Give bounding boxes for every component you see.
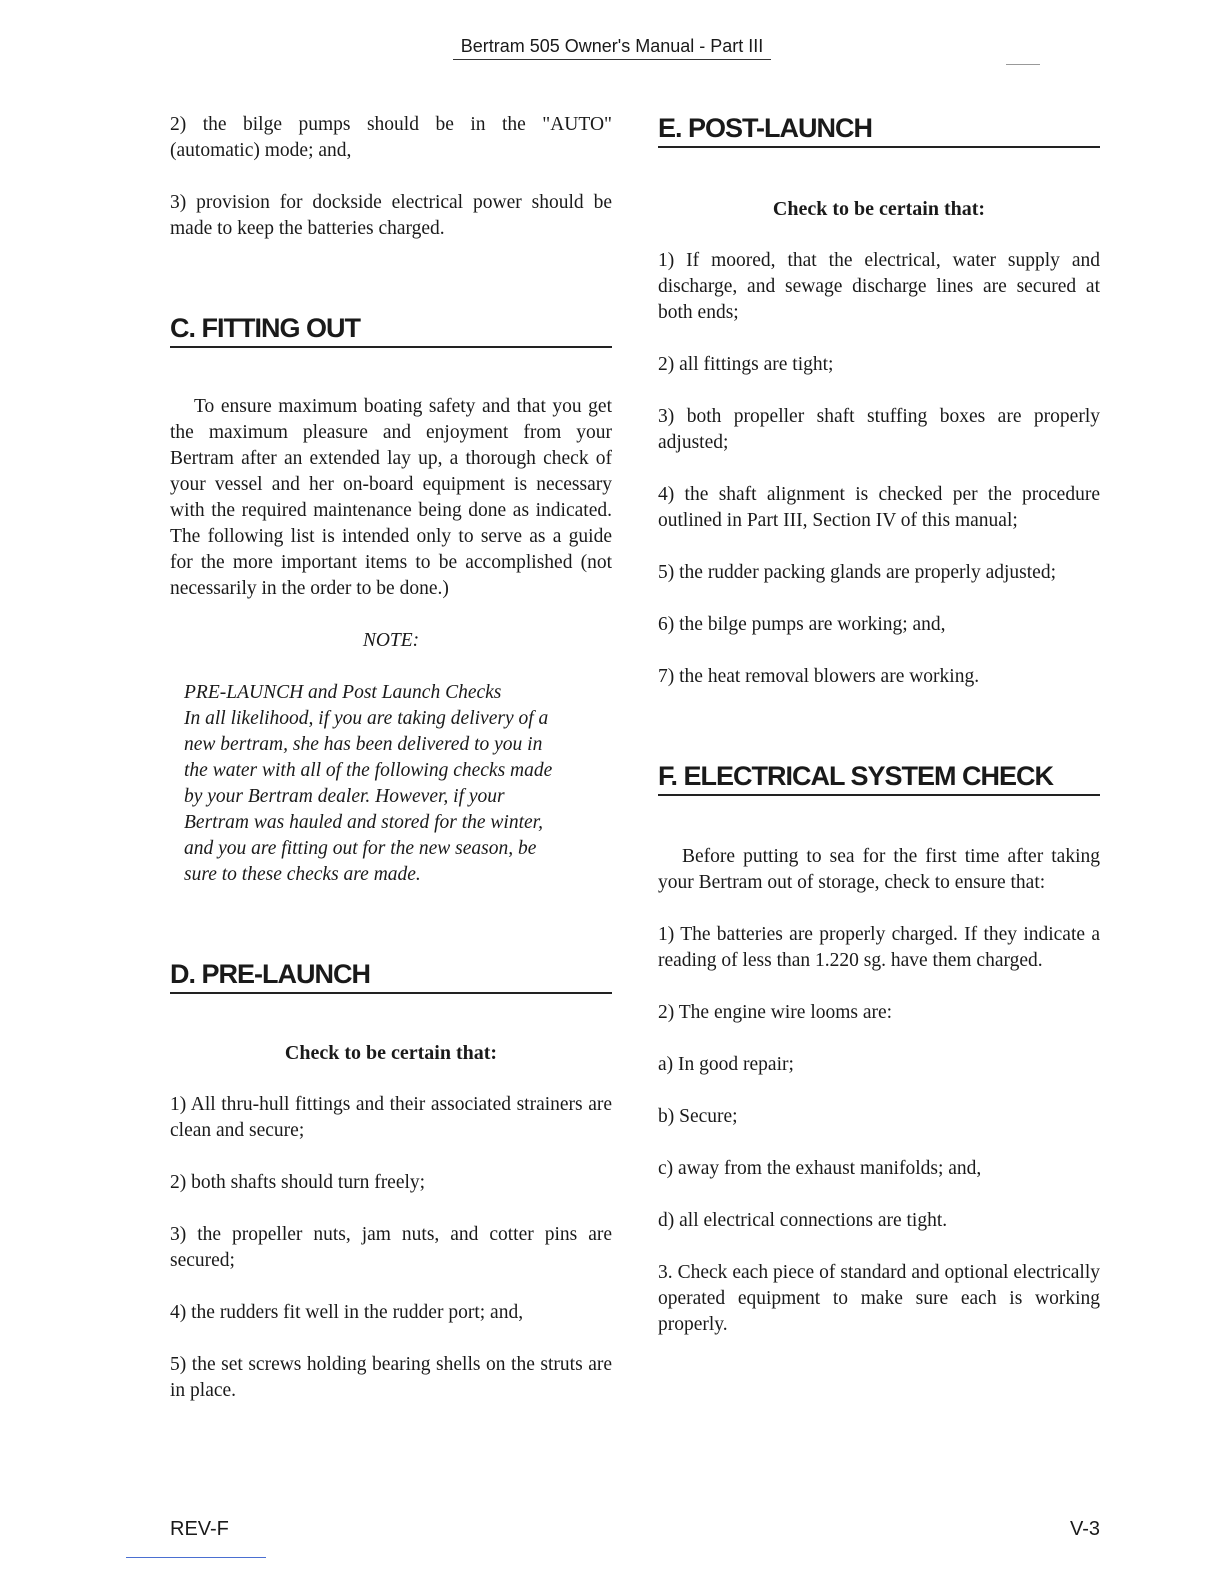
scan-mark <box>1006 64 1040 65</box>
scan-underline <box>126 1557 266 1558</box>
list-item: 3) the propeller nuts, jam nuts, and cotter pins are secured; <box>170 1224 612 1271</box>
note-line: by your Bertram dealer. However, if your <box>184 786 505 807</box>
list-item: 5) the rudder packing glands are properly adjusted; <box>658 562 1056 583</box>
right-column <box>658 112 1100 1338</box>
list-item: 2) both shafts should turn freely; <box>170 1172 426 1193</box>
section-f-intro: Before putting to sea for the first time after taking your Bertram out of storage, check to ensure that: <box>658 846 1100 893</box>
footer-page-number: V-3 <box>1069 1518 1100 1540</box>
footer-revision: REV-F <box>170 1518 229 1540</box>
list-item: 2) The engine wire looms are: <box>658 1002 893 1023</box>
list-item: d) all electrical connections are tight. <box>658 1210 948 1231</box>
list-item: 7) the heat removal blowers are working. <box>658 666 980 687</box>
list-item: 3. Check each piece of standard and optional electrically operated equipment to make sure each is working properly. <box>658 1262 1100 1335</box>
note-block <box>170 680 612 888</box>
list-item: 1) If moored, that the electrical, water supply and discharge, and sewage discharge lines are secured at both ends; <box>658 250 1100 323</box>
list-item: b) Secure; <box>658 1106 738 1127</box>
list-item: c) away from the exhaust manifolds; and, <box>658 1158 982 1179</box>
list-item: 6) the bilge pumps are working; and, <box>658 614 946 635</box>
intro-item: 3) provision for dockside electrical power should be made to keep the batteries charged. <box>170 192 612 239</box>
page-header <box>0 36 1224 60</box>
note-line: PRE-LAUNCH and Post Launch Checks <box>184 682 502 703</box>
list-item: a) In good repair; <box>658 1054 794 1075</box>
list-item: 3) both propeller shaft stuffing boxes are properly adjusted; <box>658 406 1100 453</box>
intro-item: 2) the bilge pumps should be in the "AUTO" (automatic) mode; and, <box>170 114 612 161</box>
manual-title: Bertram 505 Owner's Manual - Part III <box>453 36 772 60</box>
list-item: 2) all fittings are tight; <box>658 354 834 375</box>
list-item: 4) the shaft alignment is checked per the procedure outlined in Part III, Section IV of this manual; <box>658 484 1100 531</box>
section-d-heading: D. PRE-LAUNCH <box>170 958 612 994</box>
list-item: 1) The batteries are properly charged. If they indicate a reading of less than 1.220 sg. have them charged. <box>658 924 1100 971</box>
left-column <box>170 112 612 1404</box>
section-c-body: To ensure maximum boating safety and that you get the maximum pleasure and enjoyment from your Bertram after an extended lay up, a thorough check of your vessel and her on-board equipment is necessary with the required maintenance being done as indicated. The following list is intended only to serve as a guide for the more important items to be accomplished (not necessarily in the order to be done.) <box>170 396 612 599</box>
note-line: Bertram was hauled and stored for the winter, <box>184 812 543 833</box>
section-e-heading: E. POST-LAUNCH <box>658 112 1100 148</box>
list-item: 1) All thru-hull fittings and their associated strainers are clean and secure; <box>170 1094 612 1141</box>
list-item: 4) the rudders fit well in the rudder port; and, <box>170 1302 524 1323</box>
note-line: new bertram, she has been delivered to you in <box>184 734 543 755</box>
section-d-check: Check to be certain that: <box>284 1042 498 1064</box>
note-line: sure to these checks are made. <box>184 864 421 885</box>
section-c-heading: C. FITTING OUT <box>170 312 612 348</box>
note-title: NOTE: <box>362 630 420 651</box>
note-line: the water with all of the following checks made <box>184 760 553 781</box>
list-item: 5) the set screws holding bearing shells on the struts are in place. <box>170 1354 612 1401</box>
section-e-check: Check to be certain that: <box>772 198 986 220</box>
section-f-heading: F. ELECTRICAL SYSTEM CHECK <box>658 760 1100 796</box>
note-line: and you are fitting out for the new season, be <box>184 838 537 859</box>
note-line: In all likelihood, if you are taking delivery of a <box>184 708 549 729</box>
